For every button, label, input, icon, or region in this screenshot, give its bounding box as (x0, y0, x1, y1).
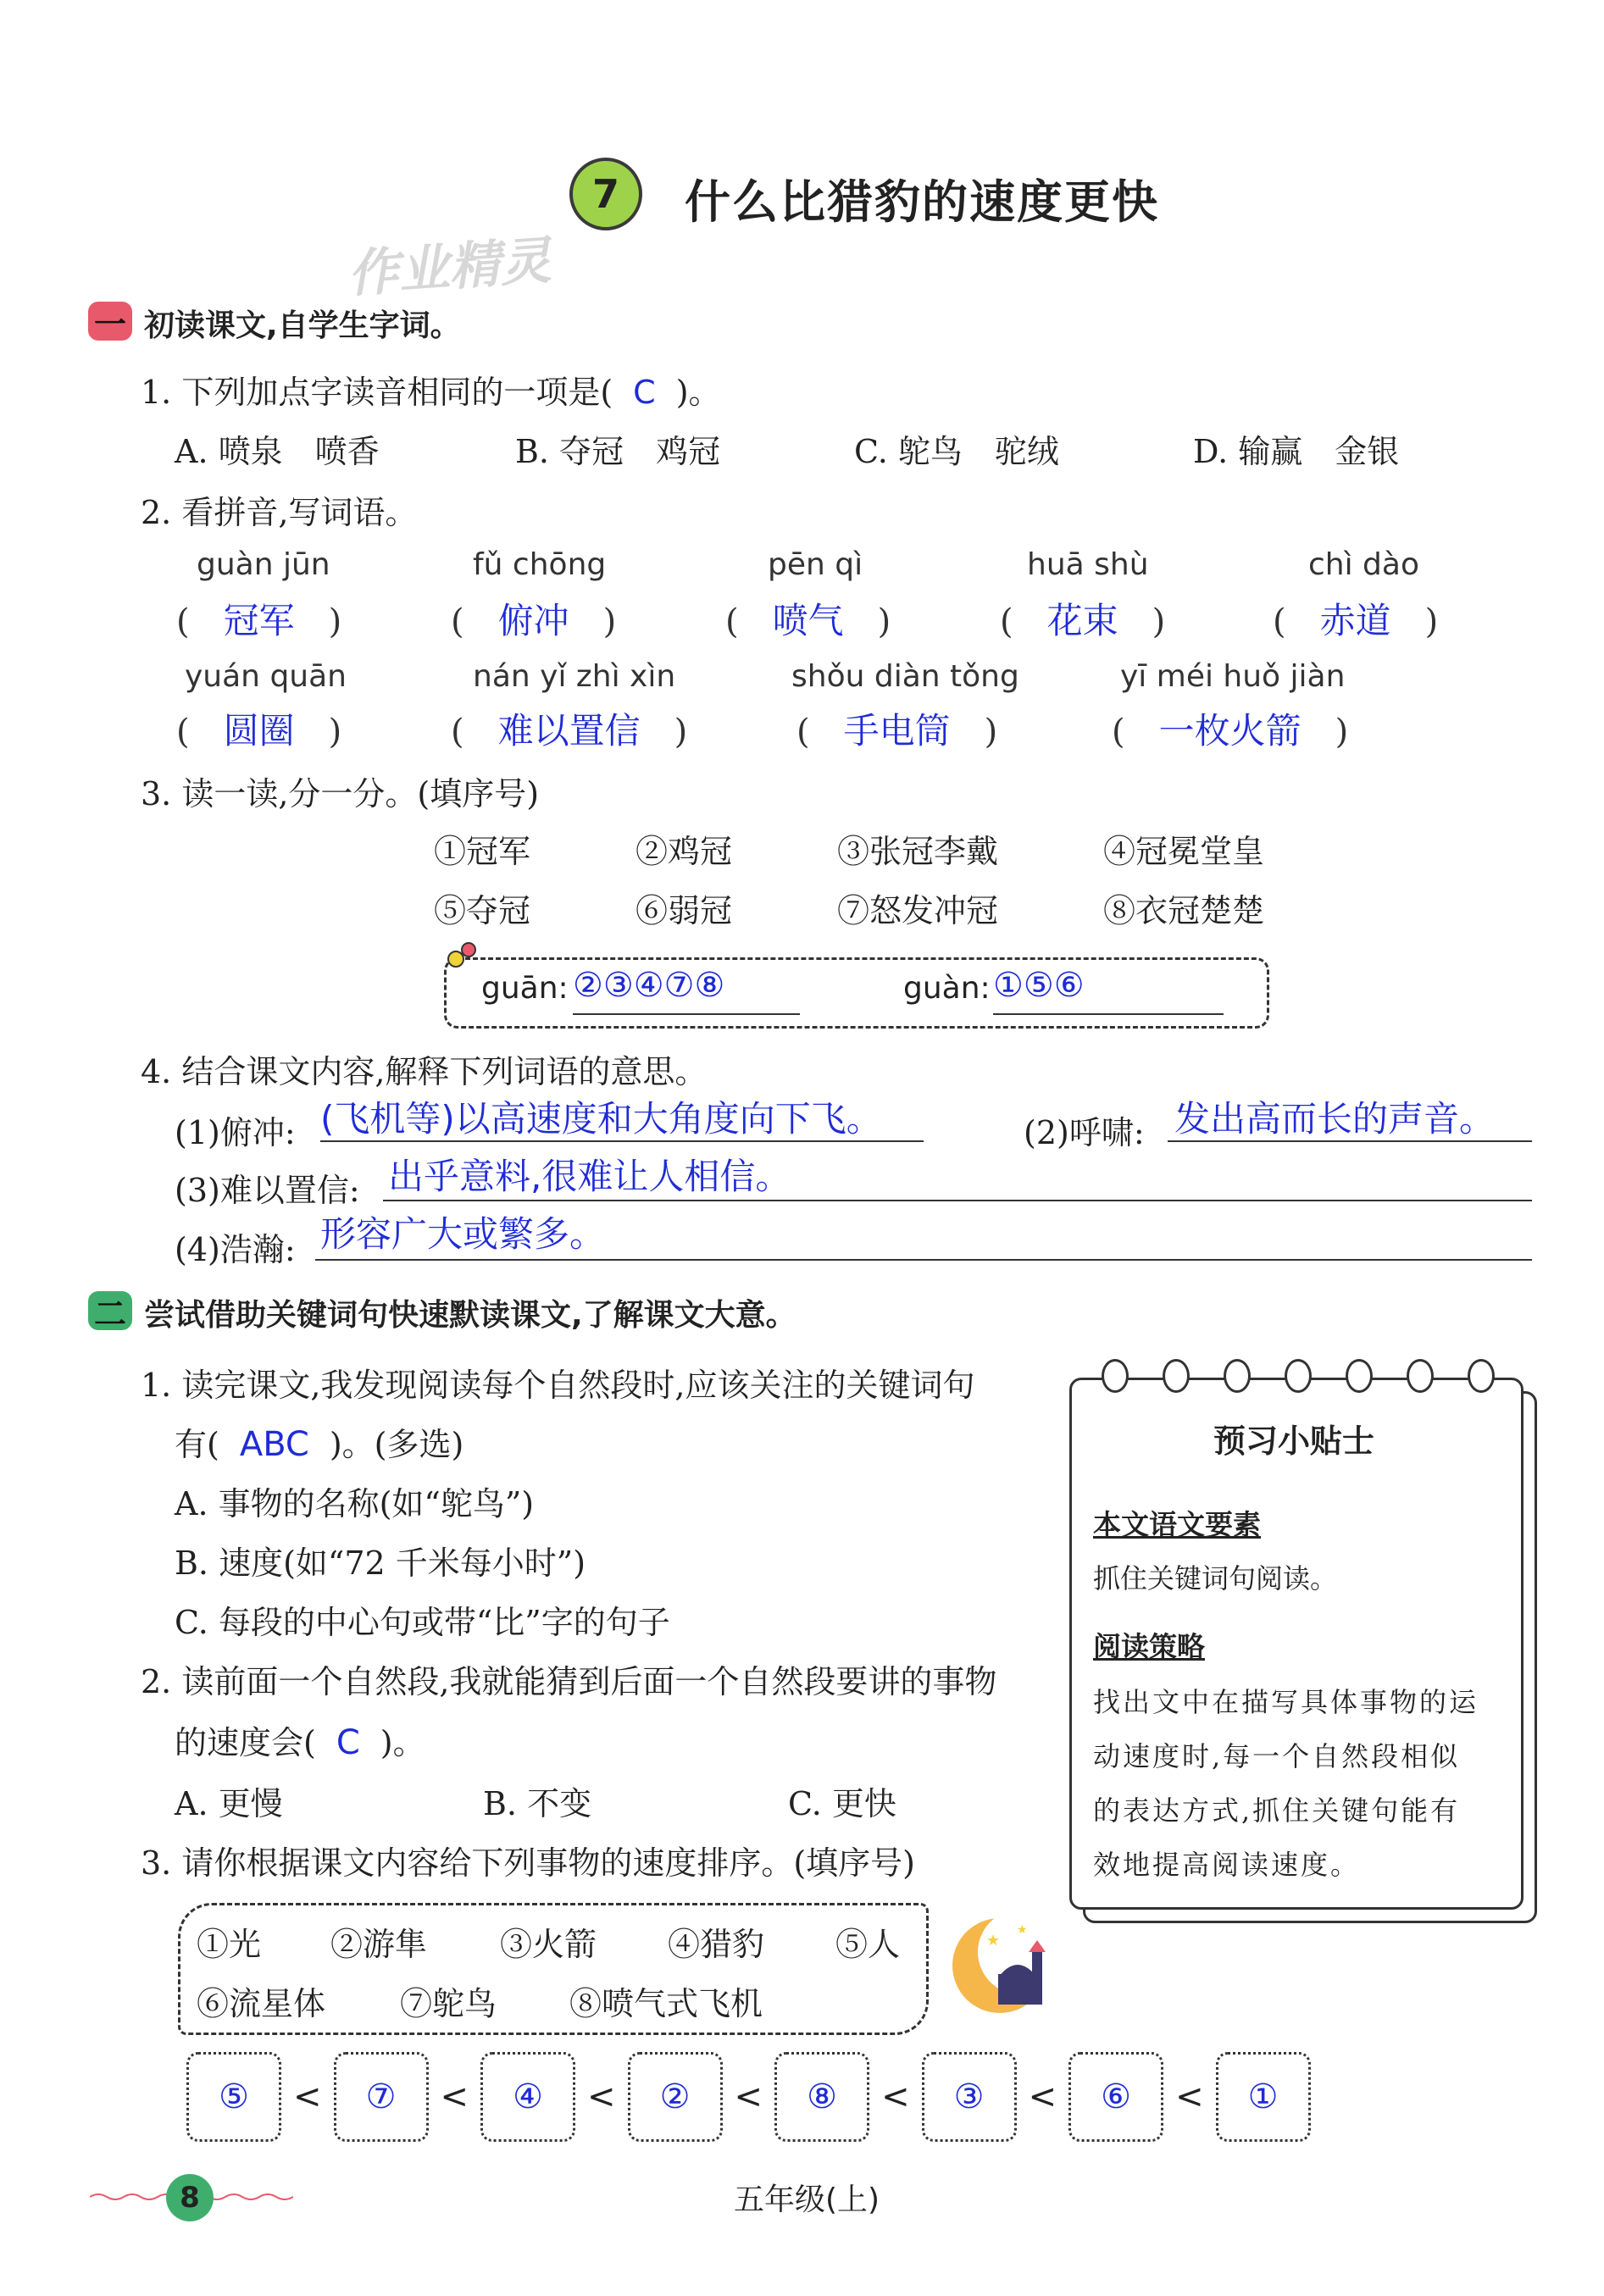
ring-icon (1407, 1359, 1434, 1393)
speed-item-4: ④猎豹 (668, 1926, 765, 1963)
section1-title: 初读课文,自学生字词。 (144, 308, 461, 343)
section1-badge: 一 (88, 302, 132, 341)
tips-heading-1: 本文语文要素 (1093, 1508, 1261, 1541)
order-box-2[interactable]: ⑦ (334, 2052, 429, 2142)
word-box-3[interactable]: ( 喷气 ) (725, 600, 891, 641)
guan4-label: guàn: (903, 971, 991, 1006)
s1-q1-answer[interactable]: C (633, 374, 656, 411)
grade-label: 五年级(上) (734, 2182, 880, 2217)
pinyin-2: fǔ chōng (473, 547, 607, 582)
s1-q3-prompt: 3. 读一读,分一分。(填序号) (141, 775, 540, 812)
notebook-rings (1102, 1359, 1495, 1393)
word-answer-3: 喷气 (772, 600, 844, 641)
tips-text-2-line1: 找出文中在描写具体事物的运 (1093, 1686, 1479, 1718)
word-answer-6: 圆圈 (223, 710, 295, 751)
ring-icon (1468, 1359, 1495, 1393)
q3-word-2: ②鸡冠 (635, 833, 733, 870)
pinyin-3: pēn qì (768, 547, 863, 582)
s1-q1-prompt-post: )。 (675, 374, 721, 411)
q4-underline-1 (320, 1140, 924, 1142)
guan4-underline (993, 1013, 1224, 1015)
tips-text-2-line4: 效地提高阅读速度。 (1093, 1849, 1361, 1881)
pinyin-4: huā shù (1027, 547, 1149, 582)
q3-word-7: ⑦怒发冲冠 (837, 892, 999, 929)
guan1-label: guān: (481, 971, 569, 1006)
s2-q1-option-a[interactable]: A. 事物的名称(如“鸵鸟”) (175, 1485, 535, 1522)
q3-word-5: ⑤夺冠 (434, 892, 531, 929)
watermark-logo: 作业精灵 (346, 230, 553, 305)
section2-badge: 二 (88, 1291, 132, 1330)
word-box-9[interactable]: ( 一枚火箭 ) (1112, 710, 1349, 751)
less-than-3: < (587, 2077, 616, 2116)
lesson-number: 7 (591, 171, 619, 217)
word-answer-9: 一枚火箭 (1158, 710, 1302, 751)
q4-label-1: (1)俯冲: (175, 1114, 296, 1151)
s1-q1-prompt-pre: 1. 下列加点字读音相同的一项是( (141, 374, 613, 411)
guan1-answer[interactable]: ②③④⑦⑧ (573, 966, 725, 1005)
s2-q2-option-c[interactable]: C. 更快 (788, 1785, 896, 1822)
s1-q1-option-c[interactable]: C. 鸵鸟 驼绒 (854, 433, 1059, 470)
s1-q1-option-b[interactable]: B. 夺冠 鸡冠 (515, 433, 721, 470)
ring-icon (1285, 1359, 1312, 1393)
s2-q1-line2-post: )。(多选) (329, 1426, 464, 1463)
pinyin-5: chì dào (1308, 547, 1419, 582)
s1-q4-prompt: 4. 结合课文内容,解释下列词语的意思。 (141, 1053, 708, 1090)
q4-underline-4 (315, 1259, 1532, 1261)
speed-item-2: ②游隼 (330, 1926, 428, 1963)
svg-text:★: ★ (986, 1932, 1001, 1949)
word-box-6[interactable]: ( 圆圈 ) (176, 710, 342, 751)
speed-item-7: ⑦鸵鸟 (400, 1985, 497, 2022)
speed-item-6: ⑥流星体 (197, 1985, 326, 2022)
tips-text-1: 抓住关键词句阅读。 (1093, 1562, 1338, 1594)
order-box-7[interactable]: ⑥ (1068, 2052, 1163, 2142)
less-than-4: < (734, 2077, 763, 2116)
s1-q2-prompt: 2. 看拼音,写词语。 (141, 494, 418, 531)
less-than-6: < (1028, 2077, 1057, 2116)
word-answer-5: 赤道 (1319, 600, 1391, 641)
word-answer-1: 冠军 (223, 600, 295, 641)
pinyin-6: yuán quān (185, 659, 347, 694)
tips-title: 预习小贴士 (1213, 1423, 1374, 1460)
flower-icon-2 (461, 942, 476, 957)
order-box-1[interactable]: ⑤ (186, 2052, 281, 2142)
s1-q1-option-d[interactable]: D. 输赢 金银 (1193, 433, 1400, 470)
speed-item-8: ⑧喷气式飞机 (569, 1985, 763, 2022)
s2-q2-answer[interactable]: C (336, 1723, 360, 1762)
order-box-6[interactable]: ③ (922, 2052, 1017, 2142)
ring-icon (1224, 1359, 1251, 1393)
s1-q1-option-a[interactable]: A. 喷泉 喷香 (175, 433, 380, 470)
order-box-8[interactable]: ① (1216, 2052, 1311, 2142)
section2-title: 尝试借助关键词句快速默读课文,了解课文大意。 (144, 1298, 796, 1333)
s2-q2-line2-post: )。 (380, 1724, 425, 1761)
q3-word-8: ⑧衣冠楚楚 (1103, 892, 1265, 929)
q4-label-3: (3)难以置信: (175, 1172, 360, 1209)
word-box-8[interactable]: ( 手电筒 ) (796, 710, 998, 751)
order-box-4[interactable]: ② (628, 2052, 723, 2142)
s2-q2-option-a[interactable]: A. 更慢 (175, 1785, 283, 1822)
less-than-5: < (881, 2077, 910, 2116)
pinyin-7: nán yǐ zhì xìn (473, 659, 676, 694)
q3-word-3: ③张冠李戴 (837, 833, 999, 870)
word-box-4[interactable]: ( 花束 ) (1000, 600, 1166, 641)
ring-icon (1102, 1359, 1129, 1393)
q4-label-4: (4)浩瀚: (175, 1231, 296, 1268)
word-answer-2: 俯冲 (497, 600, 569, 641)
tips-text-2-line2: 动速度时,每一个自然段相似 (1093, 1740, 1461, 1772)
order-box-3[interactable]: ④ (480, 2052, 575, 2142)
page-number-badge (166, 2174, 214, 2221)
pinyin-8: shǒu diàn tǒng (791, 659, 1019, 694)
s2-q2-line2 (175, 1716, 425, 1763)
ring-icon (1346, 1359, 1373, 1393)
speed-item-3: ③火箭 (500, 1926, 597, 1963)
q4-underline-3 (383, 1200, 1532, 1201)
guan1-underline (573, 1013, 800, 1015)
s2-q1-option-b[interactable]: B. 速度(如“72 千米每小时”) (175, 1545, 586, 1582)
tips-heading-2: 阅读策略 (1093, 1630, 1205, 1663)
tips-text-2-line3: 的表达方式,抓住关键句能有 (1093, 1794, 1461, 1827)
s2-q1-answer[interactable]: ABC (239, 1425, 309, 1464)
s2-q1-line1: 1. 读完课文,我发现阅读每个自然段时,应该关注的关键词句 (141, 1367, 975, 1404)
order-box-5[interactable]: ⑧ (774, 2052, 869, 2142)
speed-item-5: ⑤人 (835, 1926, 901, 1963)
s2-q2-line1: 2. 读前面一个自然段,我就能猜到后面一个自然段要讲的事物 (141, 1663, 997, 1700)
word-answer-8: 手电筒 (843, 710, 951, 751)
s2-q1-line2-pre: 有( (175, 1426, 219, 1463)
speed-item-1: ①光 (197, 1926, 262, 1963)
q4-answer-4[interactable]: 形容广大或繁多。 (320, 1213, 606, 1255)
page-number: 8 (180, 2181, 200, 2215)
guan4-answer[interactable]: ①⑤⑥ (993, 966, 1085, 1005)
q4-answer-3[interactable]: 出乎意料,很难让人相信。 (388, 1156, 791, 1197)
word-answer-4: 花束 (1046, 600, 1118, 641)
s2-q3-prompt: 3. 请你根据课文内容给下列事物的速度排序。(填序号) (141, 1844, 915, 1882)
less-than-7: < (1175, 2077, 1204, 2116)
ring-icon (1163, 1359, 1190, 1393)
word-box-2[interactable]: ( 俯冲 ) (451, 600, 617, 641)
word-box-7[interactable]: ( 难以置信 ) (451, 710, 688, 751)
svg-text:★: ★ (1017, 1923, 1028, 1937)
word-answer-7: 难以置信 (497, 710, 641, 751)
s2-q2-line2-pre: 的速度会( (175, 1724, 316, 1761)
s1-q1-prompt (141, 366, 721, 413)
less-than-1: < (293, 2077, 322, 2116)
speed-order-row (186, 2052, 1311, 2142)
lesson-number-badge (569, 158, 642, 230)
q4-answer-2[interactable]: 发出高而长的声音。 (1174, 1098, 1496, 1140)
less-than-2: < (440, 2077, 469, 2116)
word-box-5[interactable]: ( 赤道 ) (1273, 600, 1439, 641)
pinyin-1: guàn jūn (197, 547, 330, 582)
s2-q1-option-c[interactable]: C. 每段的中心句或带“比”字的句子 (175, 1604, 670, 1641)
word-box-1[interactable]: ( 冠军 ) (176, 600, 342, 641)
q4-label-2: (2)呼啸: (1024, 1114, 1145, 1151)
q3-word-6: ⑥弱冠 (635, 892, 733, 929)
pinyin-9: yī méi huǒ jiàn (1120, 659, 1346, 694)
s2-q1-line2 (175, 1418, 463, 1465)
q3-word-1: ①冠军 (434, 833, 531, 870)
page-title: 什么比猎豹的速度更快 (685, 175, 1159, 229)
moon-mosque-illustration (947, 1908, 1057, 2018)
s2-q2-option-b[interactable]: B. 不变 (483, 1785, 592, 1822)
q4-underline-2 (1168, 1140, 1532, 1142)
q4-answer-1[interactable]: (飞机等)以高速度和大角度向下飞。 (320, 1098, 882, 1140)
q3-word-4: ④冠冕堂皇 (1103, 833, 1265, 870)
